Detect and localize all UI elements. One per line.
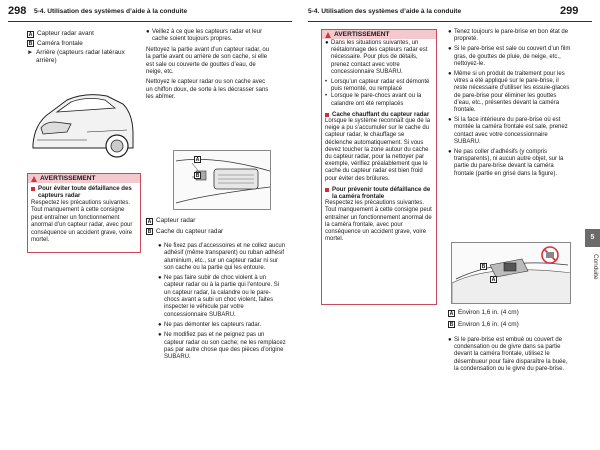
- bullet-item: [448, 46, 572, 68]
- car-rear-illustration: [27, 82, 139, 166]
- column-4-legend: [448, 309, 572, 330]
- arrow-right-icon: ►: [27, 49, 34, 57]
- column-2-legend: [146, 217, 276, 237]
- warning-header: [322, 30, 436, 39]
- bullet-text: Veillez à ce que les capteurs radar et leur cache soient toujours propres.: [152, 29, 263, 43]
- bullet-text: Ne fixez pas d’accessoires et ne collez aucun adhésif (même transparent) ou ruban adhésif aluminium, etc., sur un capteur radar ni sur son cache ou la partie qui les entoure.: [164, 243, 286, 271]
- warning-box-radar: [27, 173, 141, 253]
- bullet-icon: ●: [448, 117, 452, 124]
- legend-row: [448, 321, 572, 329]
- legend-row: [448, 309, 572, 317]
- legend-row: [27, 30, 139, 38]
- bullet-icon: ●: [158, 321, 162, 328]
- warning-subtitle: [28, 185, 140, 199]
- warning-box-sensors: [321, 29, 437, 305]
- car-rear-drawing: [27, 82, 139, 166]
- bullet-icon: ●: [448, 46, 452, 53]
- paragraph: Nettoyez le capteur radar ou son cache avec un chiffon doux, de sorte à les décrasser sans les abîmer.: [146, 79, 269, 101]
- warning-subtitle-text: Cache chauffant du capteur radar: [332, 110, 430, 118]
- warning-body: Respectez les précautions suivantes. Tout manquement à cette consigne peut entraîner un fonctionnement anormal d’un capteur radar, avec pour conséquence un accident grave, voire mortel.: [31, 200, 133, 244]
- paragraph: Respectez les précautions suivantes. Tout manquement à cette consigne peut entraîner un fonctionnement anormal de la caméra frontale, avec pour conséquence un accident grave, voire mortel.: [325, 200, 432, 243]
- legend-text: Environ 1,6 in. (4 cm): [458, 309, 519, 316]
- bullet-item: [448, 117, 572, 146]
- sub-bullet-item: [325, 93, 433, 107]
- bullet-text: Ne modifiez pas et ne peignez pas un capteur radar ou son cache; ne les remplacez pas par autre chose que des pièces d’origine SUBARU.: [164, 332, 286, 361]
- column-2: [146, 29, 272, 105]
- bullet-item: [146, 29, 272, 44]
- arrow-item-text: Arrière (capteurs radar latéraux arrière): [36, 49, 125, 64]
- figure-label-a: A: [491, 276, 496, 283]
- bullet-text: Tenez toujours le pare-brise en bon état de propreté.: [454, 29, 569, 43]
- figure-label-b: B: [195, 172, 200, 179]
- chapter-label: Conduite: [592, 254, 599, 280]
- right-page-number: 299: [560, 5, 579, 17]
- bullet-text: Ne pas démonter les capteurs radar.: [164, 321, 262, 328]
- legend-row: [27, 40, 139, 48]
- right-header-rule: [308, 21, 592, 22]
- bullet-text: Ne pas coller d’adhésifs (y compris transparents), ni aucun autre objet, sur la partie du pare-brise devant la caméra frontale (partie en grisé dans la figure).: [454, 149, 564, 177]
- arrow-item: [27, 49, 139, 64]
- bullet-item: [158, 322, 286, 329]
- bullet-item: [325, 40, 433, 76]
- bullet-icon: ●: [158, 332, 162, 339]
- figure-label-b: B: [481, 263, 486, 270]
- bullet-item: [158, 243, 286, 272]
- legend-key: B: [449, 322, 454, 329]
- warning-triangle-icon: [31, 176, 37, 182]
- paragraph: Lorsque le système reconnaît que de la neige a pu s’accumuler sur le cache du capteur radar, le chauffage se déclenche automatiquement. Si vous devez toucher la zone autour du cache du capteur radar, pour la nettoyer par exemple, vérifiez préalablement que le cache du capteur radar est bien froid pour éviter des brûlures.: [325, 118, 431, 182]
- red-square-icon: [325, 188, 329, 192]
- right-section-title: 5-4. Utilisation des systèmes d’aide à la conduite: [308, 8, 462, 15]
- bullet-icon: ●: [158, 243, 162, 249]
- legend-text: Capteur radar avant: [37, 30, 94, 37]
- chapter-tab: 5: [585, 229, 600, 247]
- windshield-camera-drawing: [452, 243, 571, 304]
- legend-text: Caméra frontale: [37, 39, 83, 47]
- column-2-bullets: [158, 243, 286, 364]
- paragraph: Nettoyez la partie avant d’un capteur radar, ou la partie avant ou arrière de son cache, si elle est sale ou couverte de gouttes d’eau, de neige, etc.: [146, 46, 270, 76]
- warning-title: AVERTISSEMENT: [334, 31, 390, 38]
- warning-title: AVERTISSEMENT: [40, 175, 96, 182]
- bullet-icon: ●: [146, 29, 150, 35]
- bullet-icon: ●: [448, 337, 452, 343]
- sub-bullet-text: Lorsqu’un capteur radar est démonté puis remonté, ou remplacé: [331, 79, 430, 93]
- legend-text: Environ 1,6 in. (4 cm): [458, 320, 519, 328]
- radar-sensor-drawing: [174, 151, 271, 210]
- warning-header: [28, 174, 140, 183]
- sub-bullet-icon: •: [325, 79, 328, 86]
- legend-key: A: [147, 218, 152, 225]
- legend-row: [146, 217, 276, 225]
- radar-sensor-figure: [173, 150, 271, 210]
- left-page-number: 298: [8, 5, 27, 17]
- warning-body: [322, 39, 436, 249]
- legend-key: B: [28, 41, 33, 48]
- bullet-icon: ●: [325, 40, 329, 46]
- left-section-title: 5-4. Utilisation des systèmes d’aide à la conduite: [34, 8, 188, 15]
- legend-key: A: [449, 310, 454, 317]
- bullet-text: Dans les situations suivantes, un réétalonnage des capteurs radar est nécessaire. Pour plus de détails, prenez contact avec votre concessionnaire SUBARU.: [331, 40, 428, 75]
- bullet-text: Si la face intérieure du pare-brise où est montée la caméra frontale est sale, prenez contact avec votre concessionnaire SUBARU.: [454, 117, 568, 145]
- red-square-icon: [31, 187, 35, 191]
- legend-key: B: [147, 229, 152, 236]
- legend-text: Cache du capteur radar: [156, 227, 224, 235]
- red-square-icon: [325, 113, 329, 117]
- bullet-item: [448, 337, 572, 373]
- bullet-text: Ne pas faire subir de choc violent à un capteur radar ou à la partie qui l’entoure. Si un capteur radar, la calandre ou le pare-chocs avant a subi un choc violent, faites inspecter le véhicule par votre concessionnaire SUBARU.: [164, 275, 280, 318]
- bullet-item: [158, 275, 286, 319]
- legend-key: A: [28, 31, 33, 38]
- windshield-camera-figure: [451, 242, 571, 304]
- bullet-item: [448, 29, 572, 43]
- warning-triangle-icon: [325, 32, 331, 38]
- legend-text: Capteur radar: [156, 217, 196, 224]
- bullet-text: Si le pare-brise est sale ou couvert d’un film gras, de gouttes de pluie, de neige, etc., nettoyez-le.: [454, 46, 571, 67]
- bullet-item: [448, 71, 572, 114]
- column-4-bottom: [448, 337, 572, 373]
- warning-subtitle: [325, 111, 433, 118]
- warning-subtitle: [325, 186, 433, 200]
- bullet-text: Si le pare-brise est embué ou couvert de condensation ou de givre dans sa partie devant la caméra frontale, utilisez le désembueur pour faire disparaître la buée, la condensation ou le givre du pare-brise.: [454, 337, 568, 372]
- bullet-icon: ●: [158, 275, 162, 282]
- bullet-item: [158, 332, 286, 361]
- bullet-icon: ●: [448, 149, 452, 156]
- sub-bullet-item: [325, 79, 433, 93]
- bullet-text: Même si un produit de traitement pour les vitres a été appliqué sur le pare-brise, il reste nécessaire d’utiliser les essuie-glaces de pare-brise pour éliminer les gouttes d’eau, etc., présentes devant la caméra frontale.: [454, 71, 570, 114]
- column-1: [27, 30, 139, 64]
- warning-subtitle-text: Pour prévenir toute défaillance de la caméra frontale: [332, 185, 431, 201]
- sub-bullet-text: Lorsque le pare-chocs avant ou la calandre ont été remplacés: [331, 93, 422, 107]
- figure-label-a: A: [195, 156, 200, 163]
- bullet-item: [448, 149, 572, 178]
- warning-subtitle-text: Pour éviter toute défaillance des capteurs radar: [38, 185, 132, 199]
- bullet-icon: ●: [448, 29, 452, 35]
- bullet-icon: ●: [448, 71, 452, 78]
- sub-bullet-icon: •: [325, 93, 328, 100]
- left-header-rule: [8, 21, 292, 22]
- legend-row: [146, 228, 276, 236]
- column-4: [448, 29, 572, 181]
